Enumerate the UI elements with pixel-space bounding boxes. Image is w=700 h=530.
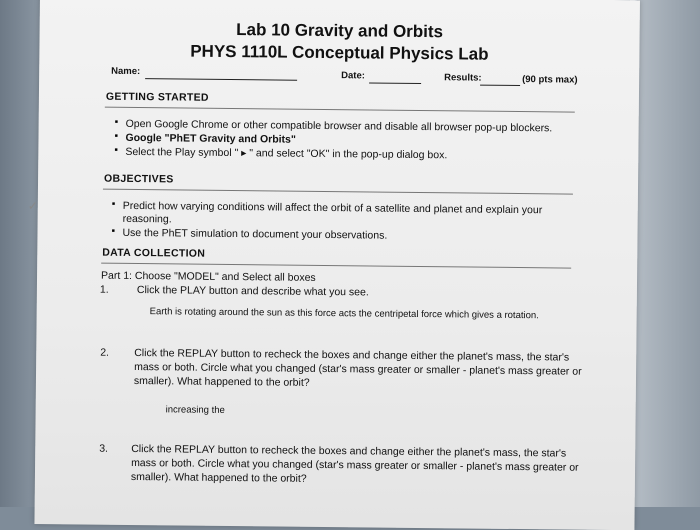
question-2-line-1: Click the REPLAY button to recheck the boxes and change either the planet's mass, the star's [134, 347, 570, 364]
objective-item-2: Use the PhET simulation to document your observations. [122, 226, 388, 242]
question-1-number: 1. [99, 283, 109, 296]
question-1-text: Click the PLAY button and describe what you see. [136, 284, 369, 299]
name-label: Name: [111, 65, 141, 78]
question-3-line-2: mass or both. Circle what you changed (star's mass greater or smaller - planet's mass greater or [131, 456, 579, 474]
results-label: Results: [444, 72, 482, 84]
worksheet-title: Lab 10 Gravity and Orbits [236, 20, 444, 42]
results-note: (90 pts max) [522, 74, 578, 86]
worksheet-page [27, 0, 640, 530]
question-2-line-2: mass or both. Circle what you changed (star's mass greater or smaller - planet's mass greater or [134, 361, 582, 378]
getting-started-heading: GETTING STARTED [105, 90, 209, 104]
part-1-label: Part 1: Choose "MODEL" and Select all boxes [100, 269, 316, 284]
worksheet-subtitle: PHYS 1110L Conceptual Physics Lab [190, 41, 489, 64]
section-rule [103, 189, 573, 195]
question-3-line-3: smaller). What happened to the orbit? [130, 470, 307, 485]
pencil-mark-icon: ✓ [27, 198, 38, 213]
bullet-icon: ▪ [114, 116, 119, 128]
date-label: Date: [341, 70, 365, 82]
bullet-icon: ▪ [114, 130, 119, 142]
section-rule [101, 263, 571, 269]
getting-started-item-1: Open Google Chrome or other compatible browser and disable all browser pop-up blockers. [125, 117, 553, 135]
background-right [630, 0, 700, 507]
getting-started-item-3: Select the Play symbol " ▸ " and select "OK" in the pop-up dialog box. [125, 145, 448, 162]
results-line [480, 85, 520, 86]
name-line [145, 78, 297, 81]
bullet-icon: ▪ [111, 198, 116, 210]
date-line [369, 82, 421, 84]
question-2-number: 2. [100, 346, 110, 359]
objective-item-1-cont: reasoning. [122, 212, 172, 226]
question-3-line-1: Click the REPLAY button to recheck the boxes and change either the planet's mass, the star's [131, 442, 567, 460]
question-3-number: 3. [99, 442, 109, 455]
section-rule [105, 107, 575, 113]
data-collection-heading: DATA COLLECTION [102, 246, 206, 260]
question-1-answer: Earth is rotating around the sun as this force acts the centripetal force which gives a rotation. [149, 306, 539, 322]
objective-item-1: Predict how varying conditions will affect the orbit of a satellite and planet and explain your [122, 199, 543, 217]
getting-started-item-2: Google "PhET Gravity and Orbits" [125, 131, 296, 146]
objectives-heading: OBJECTIVES [104, 172, 174, 186]
bullet-icon: ▪ [111, 225, 116, 237]
question-2-line-3: smaller). What happened to the orbit? [133, 375, 310, 389]
bullet-icon: ▪ [114, 144, 118, 156]
question-2-answer: increasing the [165, 404, 225, 416]
